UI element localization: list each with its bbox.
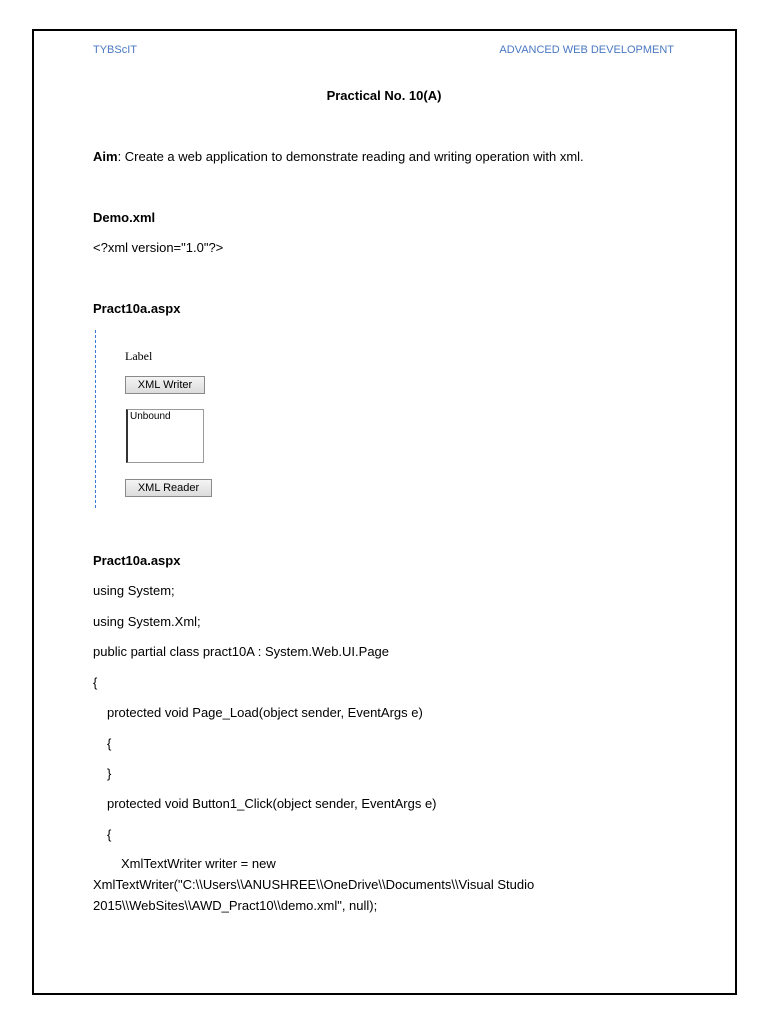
demo-xml-heading: Demo.xml	[93, 210, 156, 225]
code-line: XmlTextWriter writer = new	[121, 856, 276, 871]
code-line: 2015\\WebSites\\AWD_Pract10\\demo.xml", null);	[93, 898, 378, 913]
code-line: {	[107, 736, 112, 751]
page-title: Practical No. 10(A)	[326, 88, 442, 103]
design-label: Label	[125, 349, 153, 363]
code-line: {	[107, 827, 112, 842]
code-line: {	[93, 675, 98, 690]
header-left: TYBScIT	[93, 44, 138, 56]
code-line: }	[107, 766, 112, 781]
code-line: using System;	[93, 583, 175, 598]
demo-xml-content: <?xml version="1.0"?>	[93, 240, 224, 255]
code-line: protected void Button1_Click(object sender, EventArgs e)	[107, 796, 437, 811]
design-heading: Pract10a.aspx	[93, 301, 181, 316]
xml-writer-button[interactable]: XML Writer	[125, 376, 205, 394]
xml-listbox[interactable]: Unbound	[126, 409, 204, 463]
code-line: protected void Page_Load(object sender, EventArgs e)	[107, 705, 423, 720]
xml-reader-button[interactable]: XML Reader	[125, 479, 212, 497]
code-line: XmlTextWriter("C:\\Users\\ANUSHREE\\OneDrive\\Documents\\Visual Studio	[93, 877, 535, 892]
code-heading: Pract10a.aspx	[93, 553, 181, 568]
code-line: using System.Xml;	[93, 614, 201, 629]
aim-paragraph	[93, 149, 584, 164]
aim-text: : Create a web application to demonstrate reading and writing operation with xml.	[117, 149, 584, 164]
designer-surface-border	[95, 330, 96, 508]
code-line: public partial class pract10A : System.Web.UI.Page	[93, 644, 390, 659]
header-right: ADVANCED WEB DEVELOPMENT	[499, 44, 674, 56]
aim-label: Aim	[93, 149, 118, 164]
page-border	[32, 29, 737, 995]
